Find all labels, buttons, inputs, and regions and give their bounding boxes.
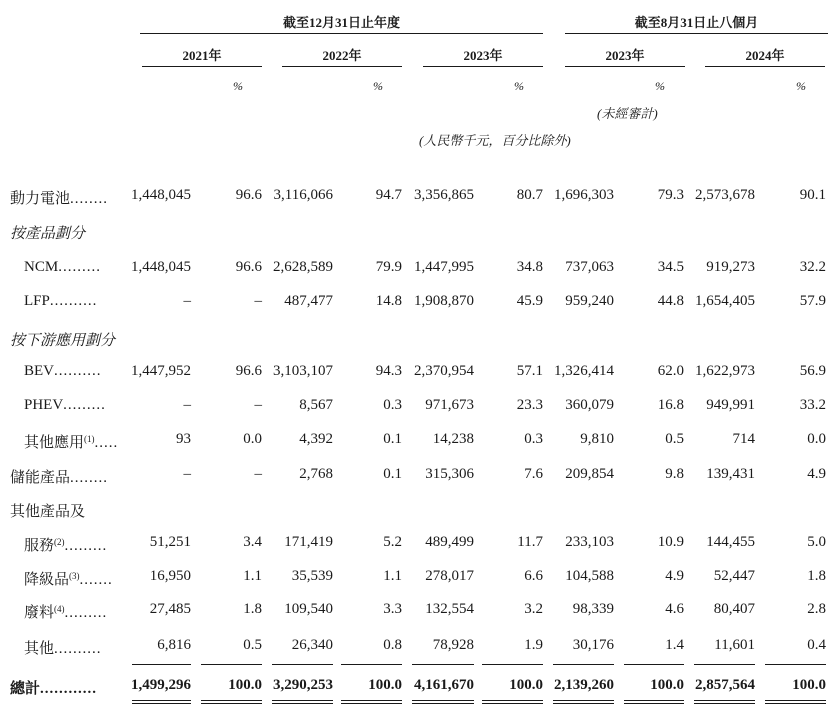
percent-cell: 6.6 xyxy=(524,568,543,584)
subtotal-rule xyxy=(341,664,402,665)
row-label-text: PHEV xyxy=(24,397,64,413)
percent-cell: 1.9 xyxy=(524,637,543,653)
row-label-text: 按產品劃分 xyxy=(10,226,86,242)
amount-cell: 27,485 xyxy=(149,601,191,617)
amount-cell: 714 xyxy=(732,431,755,447)
subtotal-rule xyxy=(553,664,614,665)
amount-cell: 80,407 xyxy=(713,601,755,617)
header-group-eight-months: 截至8月31日止八個月 xyxy=(634,15,759,30)
amount-cell: 1,696,303 xyxy=(554,187,614,203)
year-header: 2022年 xyxy=(322,48,362,63)
total-double-rule xyxy=(553,700,614,704)
percent-cell: 32.2 xyxy=(799,259,826,275)
amount-cell: 1,448,045 xyxy=(131,259,191,275)
section-heading xyxy=(10,500,85,521)
percent-cell: 56.9 xyxy=(799,363,826,379)
percent-cell: 57.9 xyxy=(799,293,826,309)
amount-cell: 104,588 xyxy=(565,568,614,584)
amount-cell: 1,499,296 xyxy=(131,677,191,693)
amount-cell: 2,857,564 xyxy=(695,677,755,693)
unaudited-note: (未經審計) xyxy=(597,106,658,121)
amount-cell: 1,622,973 xyxy=(695,363,755,379)
percent-cell: 7.6 xyxy=(524,466,543,482)
header-group-rule xyxy=(565,33,828,34)
row-label-text: BEV xyxy=(24,363,54,379)
percent-cell: – xyxy=(254,293,262,309)
total-double-rule xyxy=(694,700,755,704)
percent-cell: 16.8 xyxy=(657,397,684,413)
subtotal-rule xyxy=(201,664,262,665)
year-header: 2024年 xyxy=(745,48,785,63)
percent-cell: 23.3 xyxy=(516,397,543,413)
percent-cell: 100.0 xyxy=(228,677,262,693)
amount-cell: 2,573,678 xyxy=(695,187,755,203)
percent-header: % xyxy=(514,79,524,93)
amount-cell: 737,063 xyxy=(565,259,614,275)
percent-cell: 5.2 xyxy=(383,534,402,550)
percent-cell: 45.9 xyxy=(516,293,543,309)
amount-cell: 315,306 xyxy=(425,466,474,482)
leader-dots: ......... xyxy=(64,605,108,621)
leader-dots: ......... xyxy=(58,259,101,275)
year-header: 2023年 xyxy=(463,48,503,63)
amount-cell: 139,431 xyxy=(706,466,755,482)
amount-cell: 52,447 xyxy=(713,568,755,584)
total-double-rule xyxy=(765,700,826,704)
amount-cell: 171,419 xyxy=(284,534,333,550)
row-label xyxy=(10,677,97,698)
percent-cell: 96.6 xyxy=(235,187,262,203)
amount-cell: 489,499 xyxy=(425,534,474,550)
amount-cell: 2,628,589 xyxy=(273,259,333,275)
leader-dots: ..... xyxy=(94,435,119,451)
row-label-text: 其他應用 xyxy=(24,435,85,451)
percent-cell: 62.0 xyxy=(657,363,684,379)
row-label-text: 其他 xyxy=(24,641,55,657)
leader-dots: .......... xyxy=(54,363,102,379)
percent-cell: 0.4 xyxy=(807,637,826,653)
percent-cell: 0.3 xyxy=(383,397,402,413)
row-label-text: LFP xyxy=(24,293,50,309)
total-double-rule xyxy=(624,700,684,704)
leader-dots: ......... xyxy=(64,538,108,554)
percent-header: % xyxy=(373,79,383,93)
amount-cell: 93 xyxy=(176,431,191,447)
amount-cell: – xyxy=(183,293,191,309)
row-label-text: 儲能產品 xyxy=(10,470,71,486)
row-label-text: 總計 xyxy=(10,681,41,697)
percent-cell: 3.2 xyxy=(524,601,543,617)
percent-cell: 0.0 xyxy=(807,431,826,447)
row-label-text: 服務 xyxy=(24,538,55,554)
row-label-text: 按下游應用劃分 xyxy=(10,333,116,349)
year-rule xyxy=(142,66,262,67)
percent-cell: 3.3 xyxy=(383,601,402,617)
amount-cell: 487,477 xyxy=(284,293,333,309)
row-label-text: 廢料 xyxy=(24,605,55,621)
amount-cell: 2,139,260 xyxy=(554,677,614,693)
footnote-marker: (4) xyxy=(54,604,65,614)
total-double-rule xyxy=(482,700,543,704)
percent-cell: 9.8 xyxy=(665,466,684,482)
amount-cell: 78,928 xyxy=(432,637,474,653)
year-header: 2021年 xyxy=(182,48,222,63)
percent-cell: 4.6 xyxy=(665,601,684,617)
header-group-rule xyxy=(140,33,543,34)
amount-cell: 959,240 xyxy=(565,293,614,309)
amount-cell: 9,810 xyxy=(580,431,614,447)
amount-cell: 4,392 xyxy=(299,431,333,447)
amount-cell: 98,339 xyxy=(572,601,614,617)
amount-cell: 3,290,253 xyxy=(273,677,333,693)
percent-cell: 100.0 xyxy=(650,677,684,693)
row-label xyxy=(24,259,101,276)
amount-cell: 35,539 xyxy=(291,568,333,584)
section-heading xyxy=(10,222,85,243)
percent-cell: 96.6 xyxy=(235,363,262,379)
amount-cell: 278,017 xyxy=(425,568,474,584)
amount-cell: 14,238 xyxy=(432,431,474,447)
percent-cell: 33.2 xyxy=(799,397,826,413)
amount-cell: 1,448,045 xyxy=(131,187,191,203)
year-rule xyxy=(705,66,825,67)
total-double-rule xyxy=(341,700,402,704)
percent-cell: 0.0 xyxy=(243,431,262,447)
amount-cell: 2,768 xyxy=(299,466,333,482)
row-label xyxy=(24,637,102,658)
amount-cell: – xyxy=(183,466,191,482)
amount-cell: 11,601 xyxy=(714,637,755,653)
percent-header: % xyxy=(796,79,806,93)
row-label-text: 降級品 xyxy=(24,572,70,588)
amount-cell: – xyxy=(183,397,191,413)
percent-cell: 44.8 xyxy=(657,293,684,309)
percent-cell: 3.4 xyxy=(243,534,262,550)
amount-cell: 132,554 xyxy=(425,601,474,617)
total-double-rule xyxy=(412,700,474,704)
amount-cell: 233,103 xyxy=(565,534,614,550)
total-double-rule xyxy=(272,700,333,704)
leader-dots: ........ xyxy=(70,191,109,207)
amount-cell: 1,654,405 xyxy=(695,293,755,309)
amount-cell: 144,455 xyxy=(706,534,755,550)
row-label xyxy=(24,293,97,310)
percent-cell: 34.8 xyxy=(516,259,543,275)
total-double-rule xyxy=(201,700,262,704)
footnote-marker: (1) xyxy=(84,434,95,444)
leader-dots: .......... xyxy=(49,293,98,309)
percent-cell: 4.9 xyxy=(807,466,826,482)
amount-cell: 209,854 xyxy=(565,466,614,482)
row-label-text: NCM xyxy=(24,259,59,275)
percent-cell: 4.9 xyxy=(665,568,684,584)
percent-cell: 94.7 xyxy=(375,187,402,203)
subtotal-rule xyxy=(132,664,191,665)
amount-cell: 1,908,870 xyxy=(414,293,474,309)
leader-dots: ............ xyxy=(40,681,98,697)
year-rule xyxy=(282,66,402,67)
footnote-marker: (3) xyxy=(69,571,80,581)
total-double-rule xyxy=(132,700,191,704)
leader-dots: ........ xyxy=(70,470,109,486)
percent-cell: 0.3 xyxy=(524,431,543,447)
amount-cell: 109,540 xyxy=(284,601,333,617)
percent-cell: 79.9 xyxy=(375,259,402,275)
percent-cell: – xyxy=(254,466,262,482)
footnote-marker: (2) xyxy=(54,537,65,547)
amount-cell: 16,950 xyxy=(149,568,191,584)
leader-dots: .......... xyxy=(54,641,102,657)
row-label-text: 動力電池 xyxy=(10,191,71,207)
percent-cell: 1.1 xyxy=(243,568,262,584)
percent-cell: 0.1 xyxy=(383,431,402,447)
amount-cell: 1,326,414 xyxy=(554,363,614,379)
percent-cell: 0.5 xyxy=(665,431,684,447)
year-rule xyxy=(423,66,543,67)
amount-cell: 51,251 xyxy=(149,534,191,550)
leader-dots: ......... xyxy=(63,397,106,413)
unit-note: (人民幣千元，百分比除外) xyxy=(419,133,571,148)
percent-cell: 11.7 xyxy=(517,534,543,550)
percent-cell: 5.0 xyxy=(807,534,826,550)
percent-cell: 96.6 xyxy=(235,259,262,275)
percent-cell: 0.1 xyxy=(383,466,402,482)
percent-cell: 1.8 xyxy=(243,601,262,617)
amount-cell: 949,991 xyxy=(706,397,755,413)
subtotal-rule xyxy=(694,664,755,665)
year-header: 2023年 xyxy=(605,48,645,63)
percent-cell: 2.8 xyxy=(807,601,826,617)
amount-cell: 30,176 xyxy=(572,637,614,653)
percent-cell: 100.0 xyxy=(509,677,543,693)
percent-cell: 14.8 xyxy=(375,293,402,309)
leader-dots: ....... xyxy=(79,572,113,588)
amount-cell: 26,340 xyxy=(291,637,333,653)
amount-cell: 1,447,995 xyxy=(414,259,474,275)
section-heading xyxy=(10,329,115,350)
percent-header: % xyxy=(655,79,665,93)
subtotal-rule xyxy=(272,664,333,665)
amount-cell: 1,447,952 xyxy=(131,363,191,379)
percent-cell: 100.0 xyxy=(368,677,402,693)
percent-cell: 90.1 xyxy=(799,187,826,203)
percent-cell: – xyxy=(254,397,262,413)
row-label xyxy=(24,363,102,380)
percent-cell: 1.1 xyxy=(383,568,402,584)
percent-cell: 10.9 xyxy=(657,534,684,550)
percent-cell: 1.4 xyxy=(665,637,684,653)
percent-cell: 34.5 xyxy=(657,259,684,275)
amount-cell: 6,816 xyxy=(157,637,191,653)
row-label-text: 其他產品及 xyxy=(10,504,86,520)
amount-cell: 4,161,670 xyxy=(414,677,474,693)
amount-cell: 8,567 xyxy=(299,397,333,413)
subtotal-rule xyxy=(624,664,684,665)
amount-cell: 971,673 xyxy=(425,397,474,413)
percent-cell: 0.5 xyxy=(243,637,262,653)
percent-cell: 100.0 xyxy=(792,677,826,693)
amount-cell: 360,079 xyxy=(565,397,614,413)
percent-cell: 57.1 xyxy=(516,363,543,379)
amount-cell: 3,103,107 xyxy=(273,363,333,379)
subtotal-rule xyxy=(412,664,474,665)
amount-cell: 919,273 xyxy=(706,259,755,275)
amount-cell: 2,370,954 xyxy=(414,363,474,379)
percent-cell: 1.8 xyxy=(807,568,826,584)
amount-cell: 3,356,865 xyxy=(414,187,474,203)
year-rule xyxy=(565,66,685,67)
header-group-fiscal-years: 截至12月31日止年度 xyxy=(282,15,400,30)
amount-cell: 3,116,066 xyxy=(273,187,333,203)
percent-cell: 0.8 xyxy=(383,637,402,653)
subtotal-rule xyxy=(765,664,826,665)
percent-cell: 80.7 xyxy=(516,187,543,203)
percent-header: % xyxy=(233,79,243,93)
percent-cell: 94.3 xyxy=(375,363,402,379)
percent-cell: 79.3 xyxy=(657,187,684,203)
subtotal-rule xyxy=(482,664,543,665)
